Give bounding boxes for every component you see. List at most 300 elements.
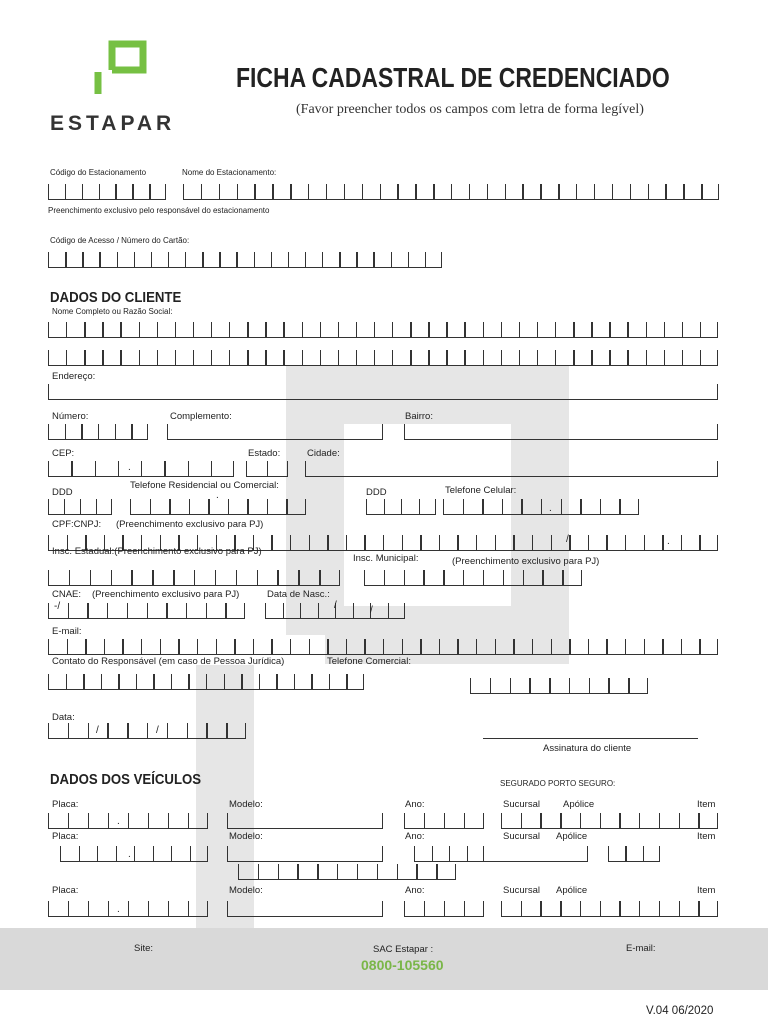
sac-label: SAC Estapar :: [373, 944, 434, 955]
field-tick: [79, 846, 80, 862]
field-tick: [717, 424, 718, 440]
codigo-acesso-label: Código de Acesso / Número do Cartão:: [50, 236, 190, 245]
field-tick: [120, 350, 121, 366]
field-baseline: [227, 861, 383, 862]
insc-estadual-field[interactable]: [48, 570, 340, 586]
field-tick: [501, 350, 502, 366]
field-tick: [580, 901, 581, 917]
field-tick: [373, 252, 374, 268]
field-tick: [428, 350, 429, 366]
field-tick: [540, 813, 541, 829]
apolice-label-1: Apólice: [563, 799, 595, 810]
field-tick: [173, 570, 174, 586]
field-tick: [238, 864, 239, 880]
field-tick: [519, 322, 520, 338]
cpf-dot: .: [667, 536, 670, 547]
field-tick: [717, 322, 718, 338]
field-tick: [265, 603, 266, 619]
placa-field-1[interactable]: [48, 813, 208, 829]
field-tick: [625, 846, 626, 862]
field-baseline: [130, 514, 306, 515]
nome-completo-label: Nome Completo ou Razão Social:: [52, 307, 173, 316]
insc-municipal-field[interactable]: [364, 570, 582, 586]
field-tick: [483, 322, 484, 338]
field-tick: [247, 350, 248, 366]
bairro-label: Bairro:: [405, 411, 433, 422]
apolice-field-3[interactable]: [501, 901, 718, 917]
email-label: E-mail:: [52, 626, 82, 637]
field-tick: [229, 322, 230, 338]
field-tick: [408, 252, 409, 268]
field-tick: [483, 350, 484, 366]
field-tick: [189, 499, 190, 515]
field-tick: [558, 184, 559, 200]
field-tick: [207, 901, 208, 917]
field-tick: [183, 184, 184, 200]
field-tick: [68, 813, 69, 829]
field-tick: [175, 322, 176, 338]
field-tick: [99, 252, 100, 268]
field-tick: [227, 901, 228, 917]
placa-field-3[interactable]: [48, 901, 208, 917]
field-tick: [115, 424, 116, 440]
field-tick: [202, 252, 203, 268]
field-tick: [683, 184, 684, 200]
field-tick: [470, 678, 471, 694]
field-tick: [382, 813, 383, 829]
field-tick: [178, 639, 179, 655]
telefone-residencial-field[interactable]: [130, 499, 306, 515]
field-tick: [149, 184, 150, 200]
field-tick: [542, 570, 543, 586]
field-tick: [681, 639, 682, 655]
field-tick: [625, 639, 626, 655]
field-tick: [141, 461, 142, 477]
footer-email-label: E-mail:: [626, 943, 656, 954]
field-tick: [150, 499, 151, 515]
field-tick: [441, 252, 442, 268]
field-tick: [253, 639, 254, 655]
cidade-label: Cidade:: [307, 448, 340, 459]
field-tick: [164, 461, 165, 477]
field-tick: [85, 639, 86, 655]
field-tick: [469, 184, 470, 200]
field-tick: [88, 813, 89, 829]
field-tick: [392, 350, 393, 366]
field-tick: [569, 535, 570, 551]
field-tick: [410, 322, 411, 338]
field-tick: [521, 901, 522, 917]
field-tick: [206, 603, 207, 619]
field-tick: [495, 535, 496, 551]
apolice-field-2[interactable]: [238, 864, 456, 880]
field-tick: [699, 535, 700, 551]
field-tick: [356, 252, 357, 268]
field-tick: [397, 864, 398, 880]
ddd-celular-field[interactable]: [366, 499, 436, 515]
field-tick: [495, 639, 496, 655]
field-tick: [206, 674, 207, 690]
field-tick: [682, 350, 683, 366]
field-tick: [60, 846, 61, 862]
field-tick: [88, 901, 89, 917]
page-subtitle: (Favor preencher todos os campos com letra de forma legível): [296, 102, 644, 117]
field-tick: [66, 674, 67, 690]
cep-dot: .: [128, 462, 131, 473]
field-tick: [699, 639, 700, 655]
field-tick: [402, 639, 403, 655]
email-field[interactable]: [48, 639, 718, 655]
field-tick: [245, 723, 246, 739]
field-tick: [377, 864, 378, 880]
field-tick: [383, 535, 384, 551]
field-tick: [65, 424, 66, 440]
field-tick: [278, 864, 279, 880]
field-tick: [188, 461, 189, 477]
field-tick: [560, 901, 561, 917]
field-tick: [424, 813, 425, 829]
field-tick: [188, 674, 189, 690]
field-tick: [108, 813, 109, 829]
field-tick: [487, 184, 488, 200]
modelo-field-1[interactable]: [227, 813, 383, 829]
field-tick: [501, 322, 502, 338]
codigo-estacionamento-label: Código do Estacionamento: [50, 168, 147, 177]
brand-name: ESTAPAR: [50, 112, 176, 135]
ddd-field[interactable]: [48, 499, 112, 515]
field-tick: [48, 813, 49, 829]
field-tick: [69, 570, 70, 586]
field-tick: [608, 678, 609, 694]
field-tick: [290, 535, 291, 551]
insc-municipal-note: (Preenchimento exclusivo para PJ): [452, 556, 600, 567]
field-tick: [116, 846, 117, 862]
field-tick: [562, 570, 563, 586]
field-tick: [68, 723, 69, 739]
field-tick: [96, 499, 97, 515]
field-tick: [283, 350, 284, 366]
sucursal-label-3: Sucursal: [503, 885, 540, 896]
field-tick: [659, 846, 660, 862]
dados-cliente-heading: DADOS DO CLIENTE: [50, 289, 182, 306]
estado-label: Estado:: [248, 448, 281, 459]
field-tick: [619, 813, 620, 829]
field-tick: [187, 723, 188, 739]
field-tick: [522, 184, 523, 200]
endereco-field[interactable]: [48, 384, 718, 400]
field-tick: [153, 674, 154, 690]
field-tick: [131, 424, 132, 440]
field-tick: [446, 322, 447, 338]
field-tick: [383, 639, 384, 655]
codigo-estacionamento-field[interactable]: [48, 184, 166, 200]
field-tick: [648, 184, 649, 200]
field-tick: [257, 570, 258, 586]
contato-responsavel-label: Contato do Responsável (em caso de Pessoa Jurídica): [52, 656, 285, 667]
field-tick: [228, 499, 229, 515]
field-tick: [265, 322, 266, 338]
field-tick: [48, 901, 49, 917]
field-tick: [701, 184, 702, 200]
field-tick: [111, 570, 112, 586]
field-tick: [600, 901, 601, 917]
field-tick: [139, 322, 140, 338]
field-baseline: [48, 267, 442, 268]
field-tick: [339, 252, 340, 268]
field-tick: [271, 535, 272, 551]
modelo-field-2[interactable]: [227, 846, 383, 862]
field-tick: [147, 424, 148, 440]
field-tick: [272, 184, 273, 200]
field-tick: [382, 901, 383, 917]
field-tick: [290, 184, 291, 200]
field-tick: [594, 184, 595, 200]
field-tick: [555, 322, 556, 338]
field-tick: [521, 499, 522, 515]
field-tick: [659, 901, 660, 917]
field-tick: [483, 901, 484, 917]
field-tick: [609, 350, 610, 366]
estado-field[interactable]: [246, 461, 288, 477]
cnae-slash: -/: [54, 601, 61, 612]
field-tick: [298, 570, 299, 586]
field-tick: [501, 901, 502, 917]
contato-responsavel-field[interactable]: [48, 674, 364, 690]
field-tick: [606, 535, 607, 551]
field-tick: [241, 674, 242, 690]
field-tick: [327, 535, 328, 551]
field-tick: [193, 322, 194, 338]
nome-completo-field-2[interactable]: [48, 350, 718, 366]
field-tick: [628, 678, 629, 694]
field-tick: [541, 499, 542, 515]
field-tick: [679, 813, 680, 829]
field-baseline: [48, 365, 718, 366]
field-tick: [185, 252, 186, 268]
dados-veiculos-heading: DADOS DOS VEÍCULOS: [50, 771, 202, 788]
field-tick: [120, 322, 121, 338]
nome-estacionamento-field[interactable]: [183, 184, 719, 200]
field-tick: [482, 499, 483, 515]
modelo-field-3[interactable]: [227, 901, 383, 917]
field-tick: [339, 570, 340, 586]
sac-phone[interactable]: 0800-105560: [361, 957, 444, 973]
field-tick: [382, 424, 383, 440]
field-tick: [659, 813, 660, 829]
field-tick: [118, 461, 119, 477]
field-tick: [363, 674, 364, 690]
field-tick: [402, 535, 403, 551]
assinatura-line[interactable]: [483, 738, 698, 739]
field-tick: [247, 499, 248, 515]
data-field[interactable]: [48, 723, 246, 739]
nasc-slash-1: /: [334, 600, 337, 611]
field-tick: [646, 350, 647, 366]
field-tick: [48, 252, 49, 268]
field-tick: [356, 322, 357, 338]
field-tick: [519, 350, 520, 366]
bairro-field[interactable]: [404, 424, 718, 440]
field-tick: [48, 603, 49, 619]
segurado-porto-label: SEGURADO PORTO SEGURO:: [500, 779, 616, 788]
field-tick: [717, 350, 718, 366]
field-tick: [305, 252, 306, 268]
field-tick: [227, 846, 228, 862]
field-tick: [320, 322, 321, 338]
field-tick: [717, 639, 718, 655]
field-tick: [627, 350, 628, 366]
field-tick: [95, 461, 96, 477]
field-tick: [104, 639, 105, 655]
field-tick: [265, 350, 266, 366]
celular-dot: .: [549, 503, 552, 514]
field-tick: [165, 184, 166, 200]
field-tick: [311, 674, 312, 690]
field-tick: [384, 499, 385, 515]
cnae-label: CNAE:: [52, 589, 82, 600]
field-tick: [664, 350, 665, 366]
field-tick: [404, 424, 405, 440]
field-tick: [244, 603, 245, 619]
field-tick: [157, 350, 158, 366]
field-tick: [404, 570, 405, 586]
field-tick: [168, 901, 169, 917]
field-tick: [290, 639, 291, 655]
field-tick: [82, 184, 83, 200]
field-tick: [327, 639, 328, 655]
field-tick: [118, 674, 119, 690]
field-tick: [219, 184, 220, 200]
field-tick: [254, 184, 255, 200]
placa-dot-1: .: [117, 816, 120, 827]
field-tick: [443, 499, 444, 515]
field-baseline: [305, 476, 718, 477]
field-tick: [549, 678, 550, 694]
field-tick: [382, 846, 383, 862]
field-tick: [717, 461, 718, 477]
data-label: Data:: [52, 712, 75, 723]
field-tick: [147, 723, 148, 739]
field-tick: [201, 184, 202, 200]
numero-field[interactable]: [48, 424, 148, 440]
field-tick: [416, 864, 417, 880]
field-tick: [193, 350, 194, 366]
telefone-celular-label: Telefone Celular:: [445, 485, 517, 496]
field-tick: [401, 499, 402, 515]
field-tick: [415, 184, 416, 200]
nome-completo-field-1[interactable]: [48, 322, 718, 338]
field-tick: [414, 846, 415, 862]
ddd-label: DDD: [52, 487, 73, 498]
apolice-field-1[interactable]: [501, 813, 718, 829]
field-tick: [236, 252, 237, 268]
field-tick: [464, 350, 465, 366]
cpf-cnpj-note: (Preenchimento exclusivo para PJ): [116, 519, 264, 530]
ano-label-2: Ano:: [405, 831, 425, 842]
field-tick: [346, 639, 347, 655]
field-tick: [48, 723, 49, 739]
field-tick: [97, 846, 98, 862]
field-tick: [277, 570, 278, 586]
field-tick: [428, 322, 429, 338]
apolice-label-2: Apólice: [556, 831, 588, 842]
field-tick: [580, 813, 581, 829]
cnae-field[interactable]: [48, 603, 245, 619]
field-baseline: [48, 337, 718, 338]
field-tick: [271, 252, 272, 268]
field-tick: [48, 424, 49, 440]
field-tick: [483, 570, 484, 586]
field-tick: [309, 639, 310, 655]
field-tick: [589, 678, 590, 694]
field-tick: [529, 678, 530, 694]
field-tick: [638, 499, 639, 515]
field-tick: [83, 674, 84, 690]
field-tick: [127, 723, 128, 739]
data-nascimento-label: Data de Nasc.:: [267, 589, 330, 600]
estapar-logo-icon: [90, 38, 150, 96]
field-tick: [276, 674, 277, 690]
field-tick: [612, 184, 613, 200]
ano-field-1[interactable]: [404, 813, 484, 829]
ano-field-3[interactable]: [404, 901, 484, 917]
field-tick: [346, 535, 347, 551]
field-tick: [132, 184, 133, 200]
field-tick: [111, 499, 112, 515]
field-tick: [425, 252, 426, 268]
field-tick: [644, 639, 645, 655]
field-tick: [457, 535, 458, 551]
field-tick: [366, 499, 367, 515]
item-label-3: Item: [697, 885, 716, 896]
site-label: Site:: [134, 943, 154, 954]
sucursal-field-2[interactable]: [414, 846, 588, 862]
field-tick: [483, 813, 484, 829]
field-tick: [587, 846, 588, 862]
cidade-field[interactable]: [305, 461, 718, 477]
placa-field-2[interactable]: [60, 846, 208, 862]
field-tick: [392, 322, 393, 338]
field-tick: [102, 322, 103, 338]
field-tick: [82, 252, 83, 268]
field-tick: [444, 813, 445, 829]
codigo-acesso-field[interactable]: [48, 252, 442, 268]
field-tick: [197, 639, 198, 655]
field-tick: [122, 639, 123, 655]
telefone-comercial-field[interactable]: [470, 678, 648, 694]
field-tick: [226, 723, 227, 739]
field-tick: [625, 535, 626, 551]
complemento-field[interactable]: [167, 424, 383, 440]
field-tick: [190, 846, 191, 862]
item-field-2[interactable]: [608, 846, 660, 862]
field-tick: [591, 350, 592, 366]
estacionamento-nota: Preenchimento exclusivo pelo responsável do estacionamento: [48, 206, 270, 215]
cep-field[interactable]: [48, 461, 234, 477]
field-tick: [267, 499, 268, 515]
field-tick: [344, 184, 345, 200]
field-tick: [207, 813, 208, 829]
telefone-celular-field[interactable]: [443, 499, 639, 515]
field-tick: [364, 639, 365, 655]
field-tick: [48, 535, 49, 551]
version-label: V.04 06/2020: [646, 1005, 714, 1017]
field-tick: [237, 184, 238, 200]
field-tick: [580, 499, 581, 515]
insc-estadual-label: Insc. Estadual:(Preenchimento exclusivo para PJ): [52, 546, 262, 557]
field-tick: [404, 813, 405, 829]
endereco-label: Endereço:: [52, 371, 96, 382]
